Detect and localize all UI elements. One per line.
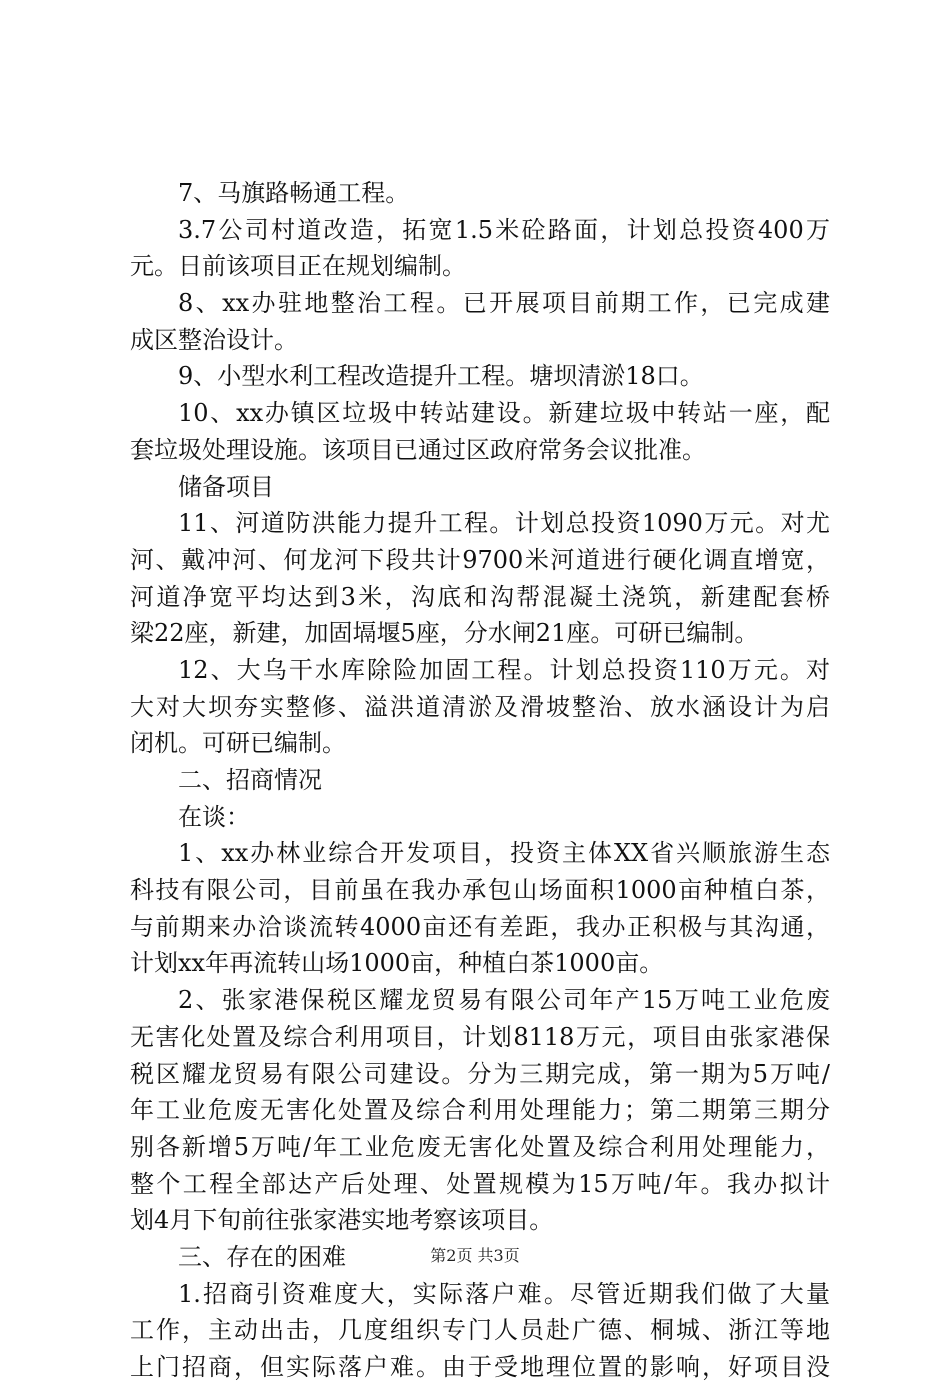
text-line: 7、马旗路畅通工程。 <box>178 179 410 207</box>
text-line: 年工业危废无害化处置及综合利用处理能力；第二期第三期分 <box>130 1096 830 1125</box>
text-line: 11、河道防洪能力提升工程。计划总投资1090万元。对尤 <box>178 509 830 538</box>
text-line: 3.7公司村道改造，拓宽1.5米砼路面，计划总投资400万 <box>178 215 830 244</box>
text-line: 在谈： <box>178 802 250 831</box>
text-line: 与前期来办洽谈流转4000亩还有差距，我办正积极与其沟通， <box>130 912 830 941</box>
text-line: 科技有限公司，目前虽在我办承包山场面积1000亩种植白茶， <box>130 876 830 905</box>
text-line: 河道净宽平均达到3米，沟底和沟帮混凝土浇筑，新建配套桥 <box>130 582 830 611</box>
text-line: 整个工程全部达产后处理、处置规模为15万吨/年。我办拟计 <box>130 1169 830 1198</box>
text-line: 闭机。可研已编制。 <box>130 729 346 758</box>
text-line: 成区整治设计。 <box>130 325 298 354</box>
text-line: 储备项目 <box>178 472 274 501</box>
text-line: 套垃圾处理设施。该项目已通过区政府常务会议批准。 <box>130 435 706 464</box>
text-line: 别各新增5万吨/年工业危废无害化处置及综合利用处理能力， <box>130 1132 830 1161</box>
text-line: 上门招商，但实际落户难。由于受地理位置的影响，好项目没 <box>130 1353 830 1381</box>
text-line: 2、张家港保税区耀龙贸易有限公司年产15万吨工业危废 <box>178 986 830 1015</box>
text-line: 10、xx办镇区垃圾中转站建设。新建垃圾中转站一座，配 <box>178 399 830 428</box>
text-line: 12、大乌干水库除险加固工程。计划总投资110万元。对 <box>178 655 830 684</box>
text-line: 梁22座，新建，加固塥堰5座，分水闸21座。可研已编制。 <box>130 619 759 648</box>
text-line: 税区耀龙贸易有限公司建设。分为三期完成，第一期为5万吨/ <box>130 1059 830 1088</box>
text-line: 1、xx办林业综合开发项目，投资主体XX省兴顺旅游生态 <box>178 839 830 868</box>
text-line: 元。日前该项目正在规划编制。 <box>130 252 466 281</box>
page-footer: 第2页 共3页 <box>430 1246 520 1265</box>
text-line: 9、小型水利工程改造提升工程。塘坝清淤18口。 <box>178 362 704 391</box>
document-body <box>130 175 830 1386</box>
text-line: 二、招商情况 <box>178 766 322 794</box>
text-line: 大对大坝夯实整修、溢洪道清淤及滑坡整治、放水涵设计为启 <box>130 692 830 721</box>
text-line: 工作，主动出击，几度组织专门人员赴广德、桐城、浙江等地 <box>130 1316 830 1345</box>
text-line: 河、戴冲河、何龙河下段共计9700米河道进行硬化调直增宽， <box>130 545 830 574</box>
text-line: 计划xx年再流转山场1000亩，种植白茶1000亩。 <box>130 949 664 978</box>
text-line: 8、xx办驻地整治工程。已开展项目前期工作，已完成建 <box>178 289 830 318</box>
text-line: 1.招商引资难度大，实际落户难。尽管近期我们做了大量 <box>178 1279 830 1308</box>
text-line: 三、存在的困难 <box>178 1242 346 1271</box>
text-line: 划4月下旬前往张家港实地考察该项目。 <box>130 1206 554 1235</box>
text-line: 无害化处置及综合利用项目，计划8118万元，项目由张家港保 <box>130 1022 830 1051</box>
